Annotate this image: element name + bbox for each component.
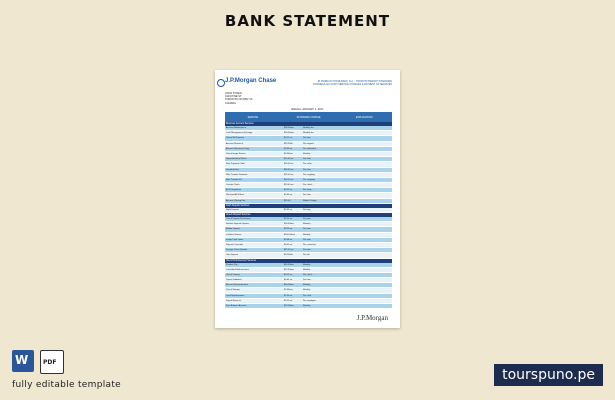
table-cell: Monthly [303, 263, 311, 266]
table-cell: Remote Deposit Capture [226, 223, 249, 226]
table-cell: $0.25 ea [284, 228, 293, 231]
table-cell: $15.00 ea [284, 158, 294, 161]
table-cell: $25.00 ea [284, 173, 294, 176]
table-cell: $50.00/mo [284, 223, 294, 226]
table-cell: Payee Validation [226, 279, 242, 282]
table-section: Client Disbursement Services [225, 259, 392, 263]
table-cell: Foreign Check Deposit [226, 249, 248, 252]
table-cell: Card Disbursement [226, 294, 244, 297]
table-cell: $0.12 ea [284, 218, 293, 220]
table-cell: Per check [303, 184, 313, 187]
table-cell: $10.00 ea [284, 184, 294, 187]
table-cell: Per entry [303, 189, 312, 192]
table-cell: Night Deposit [226, 208, 239, 211]
table-cell: Lockbox Service [226, 233, 242, 236]
table-cell: Per item [303, 137, 311, 140]
table-cell: Wire Transfer Domestic [226, 173, 248, 176]
table-cell: $25.00 [284, 199, 291, 202]
table-cell: Monthly [303, 152, 311, 155]
pdf-icon [40, 350, 64, 374]
table-cell: Per outgoing [303, 178, 315, 181]
address-line: JOHN SYDEN [225, 92, 242, 95]
table-cell: Cashier Check [226, 184, 240, 187]
table-cell: $0.10/roll [284, 254, 293, 257]
table-cell: Positive Pay [226, 263, 238, 266]
table-cell: Per item [303, 218, 311, 220]
table-cell: $5.00 ea [284, 147, 293, 150]
table-cell: Per outgoing [303, 173, 315, 176]
table-cell: $1.00 ea [284, 294, 293, 297]
column-header: SERVICE [247, 115, 259, 119]
table-row [225, 304, 392, 309]
table-cell: Per correction [303, 243, 316, 246]
table-cell: Monthly fee [303, 127, 314, 129]
table-cell: Check Deposit Processing [226, 218, 251, 220]
table-cell: Mobile Deposit [226, 228, 240, 231]
table-cell: Account Statement Copy [226, 147, 249, 150]
bank-logo [225, 78, 276, 84]
editable-caption: fully editable template [12, 380, 121, 390]
table-cell: Stop Payment Order [226, 163, 245, 166]
table-cell: Per request [303, 142, 314, 145]
table-cell: Monthly [303, 223, 311, 226]
table-cell: Within 90 days [303, 199, 317, 202]
table-cell: Check Image Service [226, 152, 246, 155]
table-cell: $0.75 ea [284, 137, 293, 140]
customer-address [225, 92, 252, 105]
table-cell: Monthly [303, 233, 311, 236]
table-cell: Cash Management Package [226, 132, 253, 135]
bank-header: JP MORGAN CHASE BANK, N.A. - TORONTO BRANCH STANDARD BUSINESS ACCOUNT SERVICE CHARGES & PAYMENT OF SERVICES [313, 80, 392, 86]
table-cell: Per employee [303, 299, 316, 302]
table-cell: Per card [303, 294, 311, 297]
table-cell: Deposited Item Return [226, 158, 247, 161]
table-cell: $5.00 ea [284, 194, 293, 197]
table-cell: Zero Balance Account [226, 305, 247, 307]
table-cell: Payroll Services [226, 299, 241, 302]
table-cell: Per item [303, 249, 311, 252]
table-cell: $34.00 ea [284, 168, 294, 171]
table-cell: $2.50 ea [284, 299, 293, 302]
logo-mark-icon [217, 79, 225, 87]
table-cell: Check Printing [226, 273, 240, 276]
logo-text: J.P.Morgan Chase [225, 78, 277, 84]
table-cell: Monthly [303, 289, 311, 292]
table-cell: Per item [303, 279, 311, 282]
table-cell: Per check [303, 273, 313, 276]
table-cell: Check Storage [226, 289, 240, 292]
page-title: BANK STATEMENT [224, 12, 391, 30]
table-cell: $30.00 ea [284, 163, 294, 166]
table-cell: Wire Transfer Intl [226, 178, 242, 181]
table-cell: $100.00/mo [284, 233, 295, 236]
table-section: Cash Deposit Services [225, 204, 392, 208]
table-section: Business Account Services [225, 122, 392, 126]
table-cell: $28.00/mo [284, 127, 294, 129]
table-cell: $2.00/mo [284, 289, 293, 292]
table-cell: $50.00 ea [284, 178, 294, 181]
table-cell: Deposit Correction [226, 243, 244, 246]
column-header: EXPLANATION [355, 115, 373, 119]
table-cell: $75.00/mo [284, 268, 294, 271]
table-cell: Per item [303, 158, 311, 161]
table-cell: $3.00/mo [284, 152, 293, 155]
table-cell: Per item [303, 228, 311, 231]
table-cell: Online Bill Payment [226, 137, 245, 140]
table-cell: $0.20 ea [284, 189, 293, 192]
word-icon [12, 350, 34, 372]
table-header [225, 112, 392, 122]
table-cell: $25.00/hr [284, 142, 293, 145]
table-cell: $5.00 ea [284, 243, 293, 246]
table-cell: Per statement [303, 147, 316, 150]
table-cell: Account Research [226, 142, 243, 145]
table-cell: Per roll [303, 254, 310, 257]
table-cell: $60.00/mo [284, 284, 294, 287]
service-charge-table [225, 112, 392, 309]
effective-date: Effective JANUARY 1, 2017 [291, 108, 324, 111]
address-line: CANADA [225, 101, 236, 105]
table-cell: Monthly [303, 305, 311, 307]
table-cell: $50.00/mo [284, 132, 294, 135]
table-cell: $20.00/mo [284, 305, 294, 307]
table-section: Check Deposit Services [225, 213, 392, 217]
table-cell: Overdraft Fee [226, 168, 239, 171]
table-cell: Monthly [303, 284, 311, 287]
table-cell: $0.05 ea [284, 279, 293, 282]
table-cell: Per item [303, 168, 311, 171]
table-cell: Per item [303, 194, 311, 197]
table-cell: $40.00/mo [284, 263, 294, 266]
address-line: TORONTO ON M5V 1X [225, 98, 253, 102]
table-cell: Monthly [303, 268, 311, 271]
table-cell: $0.08 ea [284, 238, 293, 241]
table-cell: Account Reconcilement [226, 284, 248, 287]
footer-logo: J.P.Morgan [356, 314, 388, 322]
table-cell: Account Maintenance [226, 127, 246, 129]
column-header: STANDARD CHARGE [296, 115, 321, 119]
document-preview [215, 70, 400, 328]
brand-badge[interactable]: tourspuno.pe [494, 364, 603, 386]
table-cell: Coin Deposit [226, 254, 238, 257]
table-cell: Returned ACH Item [226, 194, 245, 197]
address-line: 4323 PINE ST. [225, 95, 243, 99]
table-cell: Account Closing Fee [226, 199, 246, 202]
table-cell: Monthly fee [303, 132, 314, 135]
table-cell: $25.00 ea [284, 249, 294, 252]
table-cell: ACH Origination [226, 189, 242, 192]
format-icons [12, 350, 64, 374]
table-cell: $0.15 ea [284, 273, 293, 276]
table-cell: Per bag [303, 208, 311, 211]
table-cell: Image Cash Letter [226, 238, 244, 241]
table-cell: Per order [303, 163, 312, 166]
table-cell: Controlled Disbursement [226, 268, 249, 271]
table-cell: $5.00 ea [284, 208, 293, 211]
table-cell: Per item [303, 238, 311, 241]
